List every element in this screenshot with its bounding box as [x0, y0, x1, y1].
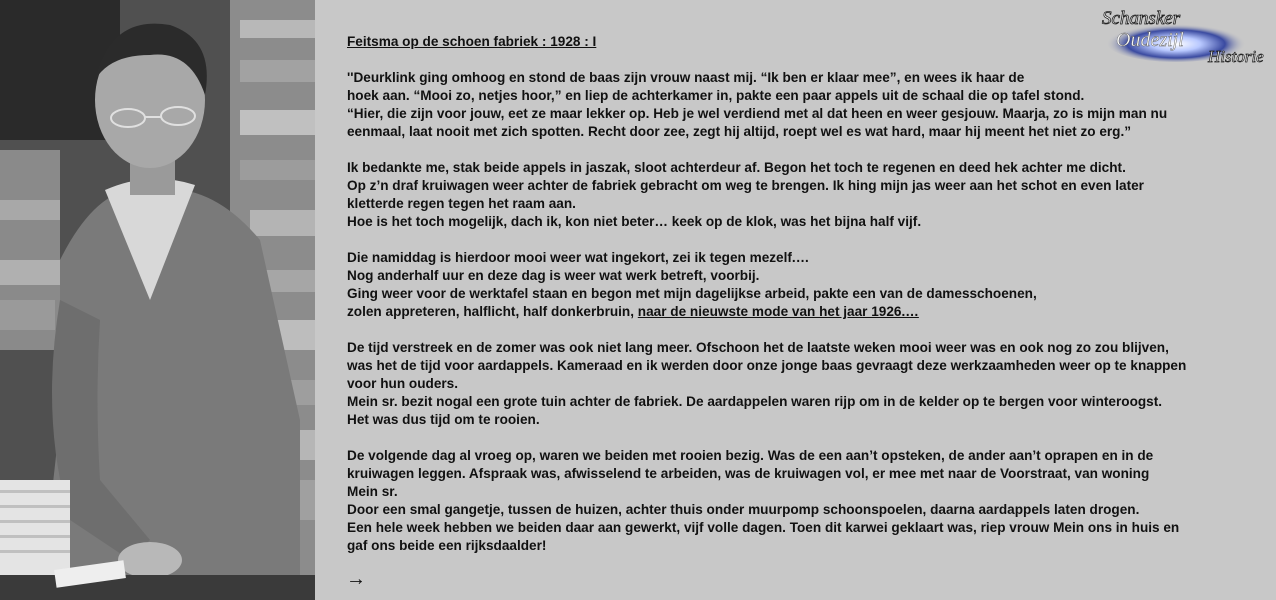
text-line: De tijd verstreek en de zomer was ook niet lang meer. Ofschoon het de laatste weken mooi weer was en ook nog zo zou blijven,: [347, 340, 1169, 355]
article: [347, 33, 1272, 555]
text-line: De volgende dag al vroeg op, waren we beiden met rooien bezig. Was de een aan’t opsteken, de ander aan’t oprapen en in de: [347, 448, 1154, 463]
text-line: Ging weer voor de werktafel staan en begon met mijn dagelijkse arbeid, pakte een van de damesschoenen,: [347, 286, 1037, 301]
text-line: kruiwagen leggen. Afspraak was, afwisselend te arbeiden, was de kruiwagen vol, er mee met naar de Voorstraat, van woning: [347, 466, 1150, 481]
logo-line-3: Historie: [1208, 47, 1264, 66]
paragraph-4: [347, 339, 1272, 429]
paragraph-2: [347, 159, 1272, 231]
text-line: “Hier, die zijn voor jouw, eet ze maar lekker op. Heb je wel verdiend met al dat heen en weer gesjouw. Maarja, zo is mijn man nu: [347, 106, 1168, 121]
text-line: kletterde regen tegen het raam aan.: [347, 196, 576, 211]
paragraph-1: [347, 69, 1272, 141]
text-line: Die namiddag is hierdoor mooi weer wat ingekort, zei ik tegen mezelf.…: [347, 250, 810, 265]
article-title: Feitsma op de schoen fabriek : 1928 : I: [347, 34, 597, 49]
text-line: Hoe is het toch mogelijk, dach ik, kon niet beter… keek op de klok, was het bijna half vijf.: [347, 214, 922, 229]
historic-photo: [0, 0, 315, 600]
logo-line-2: Oudezijl: [1116, 29, 1184, 51]
text-line: Mein sr.: [347, 484, 398, 499]
text-line: [347, 303, 1272, 321]
text-line: Door een smal gangetje, tussen de huizen, achter thuis onder muurpomp schoonspoelen, daarna aardappels laten drogen.: [347, 502, 1140, 517]
text-line: gaf ons beide een rijksdaalder!: [347, 538, 547, 553]
photo-icon: [0, 0, 315, 600]
text-line: Het was dus tijd om te rooien.: [347, 412, 540, 427]
paragraph-3: [347, 249, 1272, 321]
logo-line-1: Schansker: [1102, 8, 1181, 29]
text-line: Een hele week hebben we beiden daar aan gewerkt, vijf volle dagen. Toen dit karwei geklaart was, riep vrouw Mein ons in huis en: [347, 520, 1180, 535]
text-line: Ik bedankte me, stak beide appels in jaszak, sloot achterdeur af. Begon het toch te regenen en deed hek achter me dicht.: [347, 160, 1126, 175]
text-line: ''Deurklink ging omhoog en stond de baas zijn vrouw naast mij. “Ik ben er klaar mee”, en wees ik haar de: [347, 70, 1025, 85]
text-line: Op z’n draf kruiwagen weer achter de fabriek gebracht om weg te brengen. Ik hing mijn jas weer aan het schot en even later: [347, 178, 1144, 193]
mode-1926-link[interactable]: naar de nieuwste mode van het jaar 1926.…: [637, 304, 919, 319]
next-page-arrow-icon[interactable]: →: [346, 568, 366, 590]
text-line: eenmaal, laat nooit met zich spotten. Recht door zee, zegt hij altijd, roept wel es wat hard, maar hij meent het niet zo erg.”: [347, 124, 1132, 139]
text-line: Nog anderhalf uur en deze dag is weer wat werk betreft, voorbij.: [347, 268, 760, 283]
paragraph-5: [347, 447, 1272, 555]
text-line-prefix: zolen appreteren, halflicht, half donkerbruin,: [347, 304, 638, 319]
text-line: hoek aan. “Mooi zo, netjes hoor,” en liep de achterkamer in, pakte een paar appels uit de schaal die op tafel stond.: [347, 88, 1085, 103]
text-line: was het de tijd voor aardappels. Kameraad en ik werden door onze jonge baas gevraagt deze werkzaamheden weer op te knappen: [347, 358, 1187, 373]
text-line: voor hun ouders.: [347, 376, 459, 391]
text-line: Mein sr. bezit nogal een grote tuin achter de fabriek. De aardappelen waren rijp om in de kelder op te bergen voor winteroogst.: [347, 394, 1163, 409]
